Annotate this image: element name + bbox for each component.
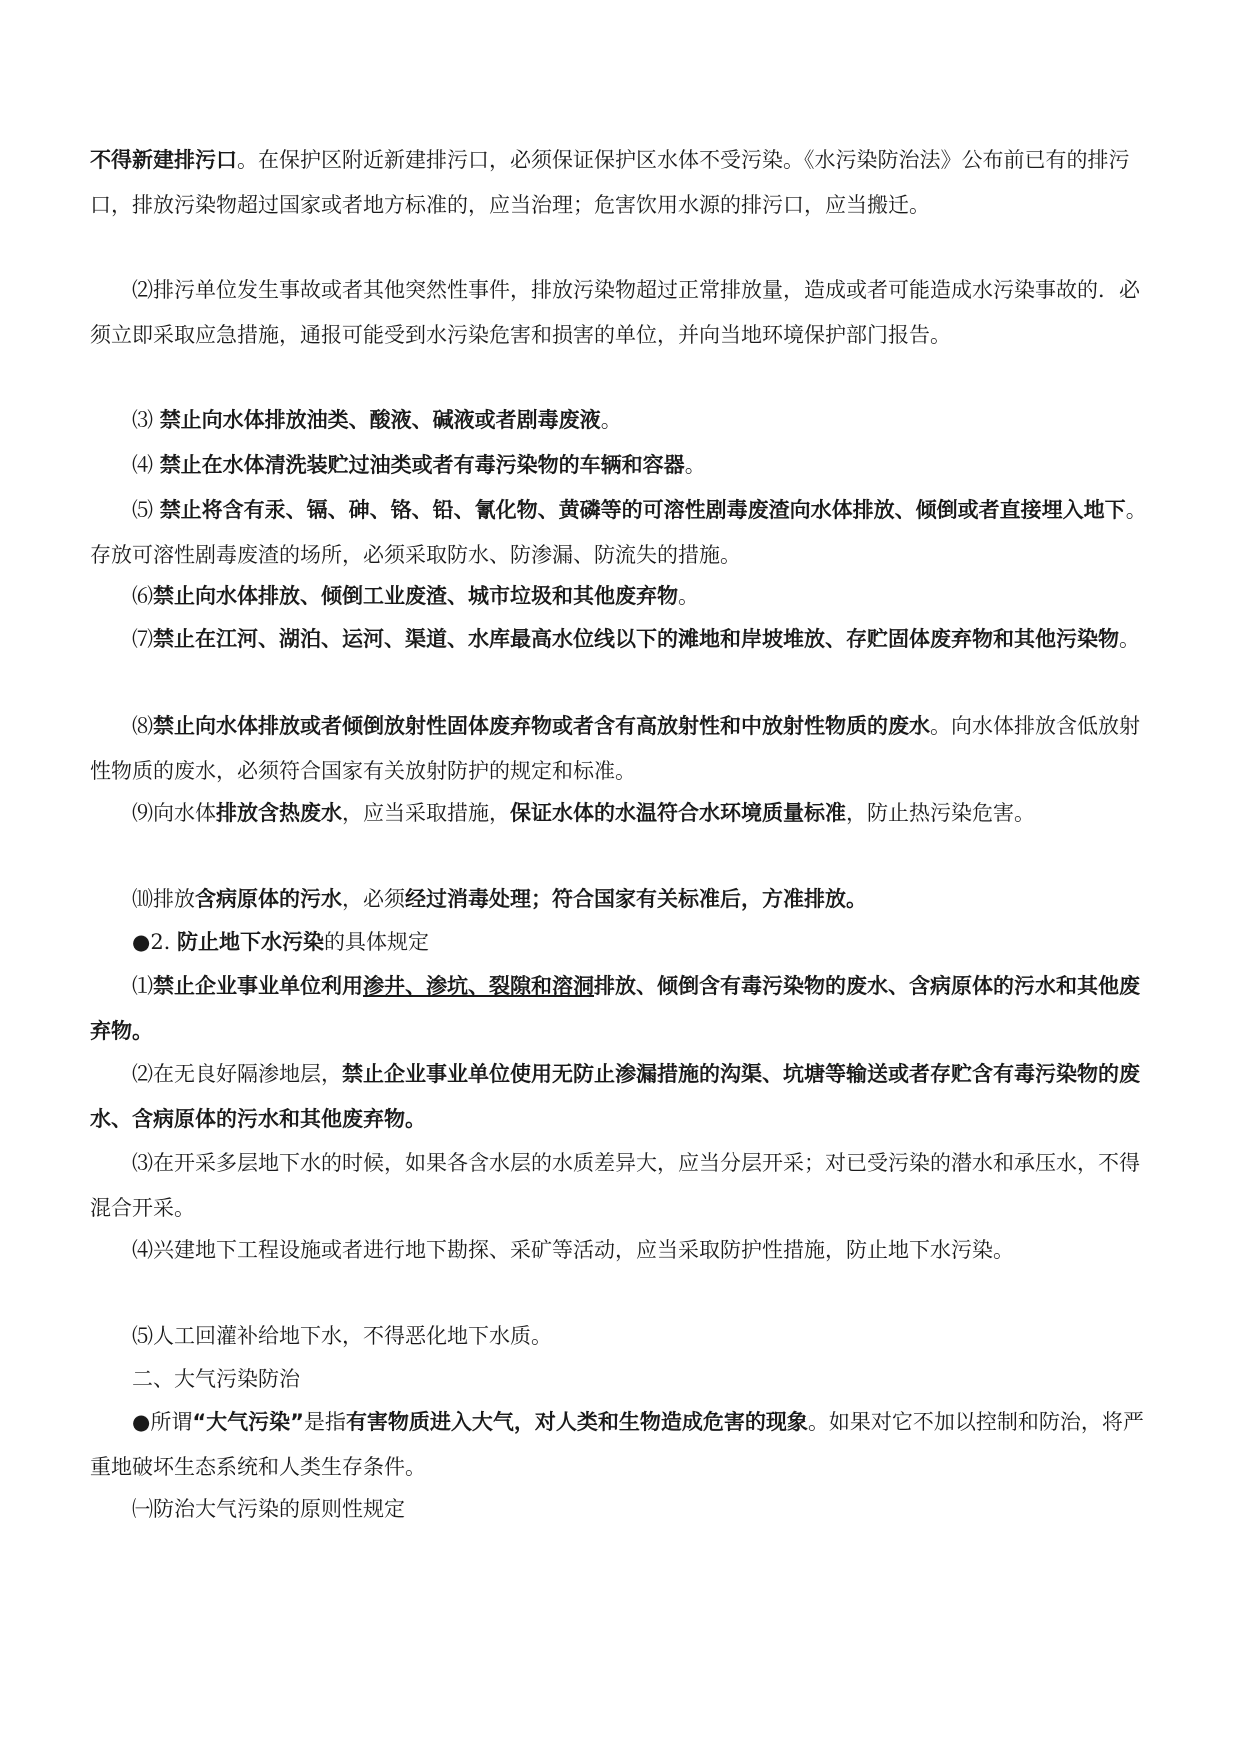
body-text: 二、大气污染防治 [132, 1367, 300, 1391]
body-text: ⑸人工回灌补给地下水，不得恶化地下水质。 [132, 1324, 552, 1348]
paragraph-sewage-outlet [90, 138, 1160, 228]
body-text: ⑸ [132, 498, 160, 522]
paragraph-groundwater-5 [90, 1314, 1160, 1359]
emphasis-text: 禁止在水体清洗装贮过油类或者有毒污染物的车辆和容器 [159, 453, 685, 477]
body-text: ，必须 [342, 887, 405, 911]
paragraph-item-8 [90, 704, 1160, 794]
emphasis-text: 禁止向水体排放油类、酸液、碱液或者剧毒废液 [159, 408, 601, 432]
body-text: ⑹ [132, 584, 153, 608]
paragraph-groundwater-3 [90, 1141, 1160, 1231]
emphasis-text: 禁止在江河、湖泊、运河、渠道、水库最高水位线以下的滩地和岸坡堆放、存贮固体废弃物和其他污染物 [153, 627, 1119, 651]
emphasis-text: “大气污染” [192, 1410, 304, 1434]
body-text: ⑺ [132, 627, 153, 651]
body-text: 。在保护区附近新建排污口，必须保证保护区水体不受污染。《水污染防治法》公布前已有的排污口，排放污染物超过国家或者地方标准的，应当治理；危害饮用水源的排污口，应当搬迁。 [90, 148, 1130, 217]
paragraph-item-7 [90, 617, 1160, 662]
body-text: ⑼向水体 [132, 801, 216, 825]
paragraph-item-6 [90, 574, 1160, 619]
body-text: 是指 [303, 1410, 346, 1434]
body-text: 。 [678, 584, 699, 608]
paragraph-item-9 [90, 791, 1160, 836]
emphasis-text: 有害物质进入大气，对人类和生物造成危害的现象 [345, 1410, 808, 1434]
body-text: ⑵在无良好隔渗地层， [132, 1062, 342, 1086]
emphasis-text: 不得新建排污口 [90, 148, 237, 172]
paragraph-item-10 [90, 877, 1160, 922]
body-text: 。存放可溶性剧毒废渣的场所，必须采取防水、防渗漏、防流失的措施。 [90, 498, 1147, 567]
body-text: 。 [600, 408, 622, 432]
paragraph-item-5 [90, 488, 1160, 578]
emphasis-text: 渗井、渗坑、裂隙和溶洞 [363, 974, 594, 998]
paragraph-air-pollution-definition [90, 1400, 1160, 1490]
body-text: 。 [684, 453, 706, 477]
emphasis-text: 禁止企业事业单位利用 [153, 974, 363, 998]
body-text: ⑶ [132, 408, 160, 432]
emphasis-text: 排放含热废水 [216, 801, 342, 825]
paragraph-item-3 [90, 398, 1160, 443]
body-text: ⑽排放 [132, 887, 195, 911]
body-text: 。 [1119, 627, 1140, 651]
emphasis-text: 经过消毒处理；符合国家有关标准后，方准排放。 [405, 887, 867, 911]
body-text: ⑴ [132, 974, 153, 998]
emphasis-text: 含病原体的污水 [195, 887, 342, 911]
body-text: ，防止热污染危害。 [846, 801, 1035, 825]
emphasis-text: 排放、倾倒含有毒污染物的废水、含病原体的污水和其他废弃物。 [90, 974, 1140, 1043]
body-text: ⑷ [132, 453, 160, 477]
body-text: ⑷兴建地下工程设施或者进行地下勘探、采矿等活动，应当采取防护性措施，防止地下水污染。 [132, 1238, 1014, 1262]
paragraph-item-4 [90, 443, 1160, 488]
paragraph-groundwater-1 [90, 964, 1160, 1054]
body-text: 。向水体排放含低放射性物质的废水，必须符合国家有关放射防护的规定和标准。 [90, 714, 1140, 783]
emphasis-text: 禁止将含有汞、镉、砷、铬、铅、氰化物、黄磷等的可溶性剧毒废渣向水体排放、倾倒或者直接埋入地下 [159, 498, 1126, 522]
subsection-heading-air-principles [90, 1487, 1160, 1532]
emphasis-text: 防止地下水污染 [177, 930, 325, 954]
emphasis-text: 禁止向水体排放或者倾倒放射性固体废弃物或者含有高放射性和中放射性物质的废水 [153, 714, 930, 738]
emphasis-text: 禁止企业事业单位使用无防止渗漏措施的沟渠、坑塘等输送或者存贮含有毒污染物的废水、含病原体的污水和其他废弃物。 [90, 1062, 1140, 1131]
section-heading-groundwater [90, 920, 1160, 965]
paragraph-groundwater-2 [90, 1052, 1160, 1142]
body-text: 的具体规定 [324, 930, 430, 954]
body-text: ⑵排污单位发生事故或者其他突然性事件，排放污染物超过正常排放量，造成或者可能造成水污染事故的．必须立即采取应急措施，通报可能受到水污染危害和损害的单位，并向当地环境保护部门报告。 [90, 278, 1140, 347]
emphasis-text: 保证水体的水温符合水环境质量标准 [510, 801, 846, 825]
body-text: ●2. [132, 930, 178, 954]
body-text: ㈠防治大气污染的原则性规定 [132, 1497, 405, 1521]
body-text: ⑻ [132, 714, 153, 738]
body-text: ●所谓 [132, 1410, 193, 1434]
body-text: ，应当采取措施， [342, 801, 510, 825]
paragraph-groundwater-4 [90, 1228, 1160, 1273]
emphasis-text: 禁止向水体排放、倾倒工业废渣、城市垃圾和其他废弃物 [153, 584, 678, 608]
body-text: ⑶在开采多层地下水的时候，如果各含水层的水质差异大，应当分层开采；对已受污染的潜水和承压水，不得混合开采。 [90, 1151, 1140, 1220]
body-text: 。如果对它不加以控制和防治，将严重地破坏生态系统和人类生存条件。 [90, 1410, 1144, 1479]
section-heading-air-pollution [90, 1357, 1160, 1402]
paragraph-item-2-accident [90, 268, 1160, 358]
